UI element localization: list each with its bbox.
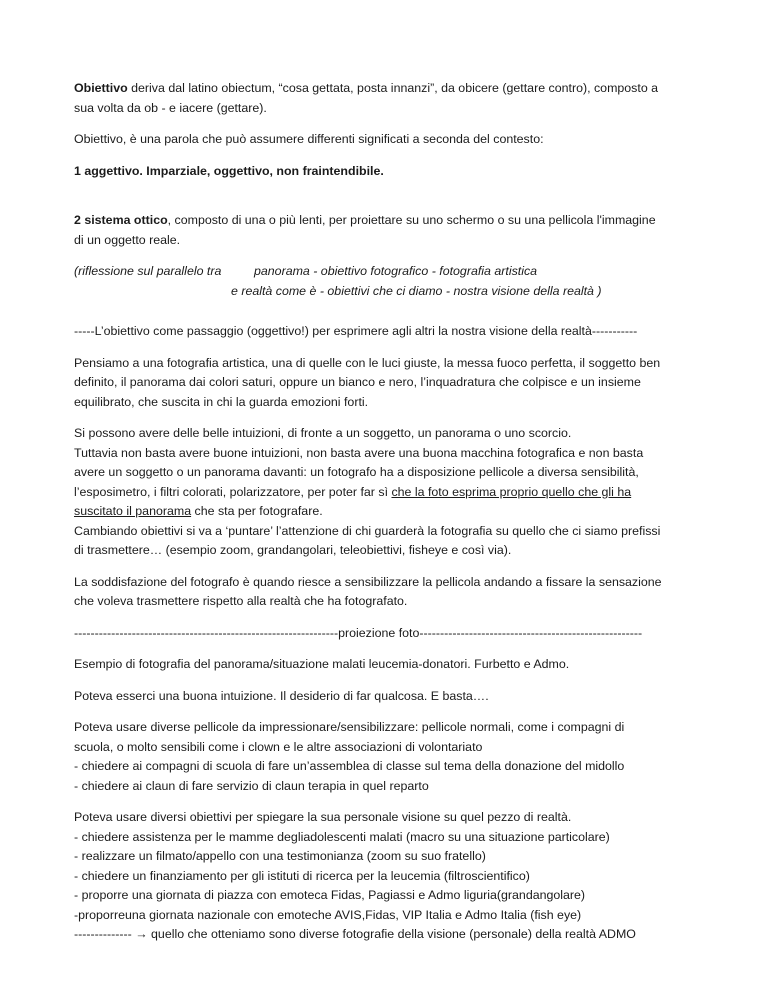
paragraph-pellicole: Poteva usare diverse pellicole da impressionare/sensibilizzare: pellicole normali, come i compagni di scuola, o molto sensibili come i clown e le altre associazioni di volontariato - chiedere ai compagni di scuola di fare un’assemblea di classe sul tema della donazione del midollo - chiedere ai claun di fare servizio di claun terapia in quel reparto [74, 720, 625, 793]
paragraph-intuizioni: Si possono avere delle belle intuizioni, di fronte a un soggetto, un panorama o uno scorcio. Tuttavia non basta avere buone intuizioni, non basta avere una buona macchina fotografica e non basta avere un soggetto o un panorama davanti: un fotografo ha a disposizione pellicole a diversa sensibilità, l’esposimetro, i filtri colorati, polarizzatore, per poter far sì che la foto esprima proprio quello che gli ha suscitato il panorama che sta per fotografare. Cambiando obiettivi si va a ‘puntare’ l’attenzione di chi guarderà la fotografia su quello che ci siamo prefissi di trasmettere… (esempio zoom, grandangolari, teleobiettivi, fisheye e così via). [74, 426, 661, 557]
document-page [74, 79, 714, 957]
separator-proiezione-foto: ----------------------------------------------------------------proiezione foto------------------------------------------------------ [74, 625, 643, 640]
paragraph-soddisfazione: La soddisfazione del fotografo è quando riesce a sensibilizzare la pellicola andando a fissare la sensazione che voleva trasmettere rispetto alla realtà che ha fotografato. [74, 574, 662, 608]
paragraph-riflessione: (riflessione sul parallelo tra panorama - obiettivo fotografico - fotografia artistica e realtà come è - obiettivi che ci diamo - nostra visione della realtà ) [74, 264, 602, 298]
paragraph-intuizione: Poteva esserci una buona intuizione. Il desiderio di far qualcosa. E basta…. [74, 688, 489, 703]
paragraph-meaning-2: 2 sistema ottico, composto di una o più lenti, per proiettare su uno schermo o su una pellicola l'immagine di un oggetto reale. [74, 213, 656, 247]
term-obiettivo: Obiettivo [74, 81, 128, 95]
paragraph-obiettivi: Poteva usare diversi obiettivi per spiegare la sua personale visione su quel pezzo di realtà. - chiedere assistenza per le mamme degliadolescenti malati (macro su una situazione particolare) - realizzare un filmato/appello con una testimonianza (zoom su suo fratello) - chiedere un finanziamento per gli istituti di ricerca per la leucemia (filtroscientifico) - proporre una giornata di piazza con emoteca Fidas, Pagiassi e Admo liguria(grandangolare) -proporreuna giornata nazionale con emoteche AVIS,Fidas, VIP Italia e Admo Italia (fish eye) -------------- → quello che otteniamo sono diverse fotografie della visione (personale) della realtà ADMO [74, 810, 636, 941]
paragraph-fotografia-artistica: Pensiamo a una fotografia artistica, una di quelle con le luci giuste, la messa fuoco perfetta, il soggetto ben definito, il panorama dai colori saturi, oppure un bianco e nero, l’inquadratura che colpisce e un insieme equilibrato, che suscita in chi la guarda emozioni forti. [74, 355, 661, 409]
meaning-1-heading: 1 aggettivo. Imparziale, oggettivo, non fraintendibile. [74, 163, 384, 178]
paragraph-meanings-intro: Obiettivo, è una parola che può assumere differenti significati a seconda del contesto: [74, 132, 544, 146]
paragraph-etymology: Obiettivo deriva dal latino obiectum, “cosa gettata, posta innanzi”, da obicere (gettare contro), composto a sua volta da ob - e iacere (gettare). [74, 81, 659, 115]
paragraph-esempio: Esempio di fotografia del panorama/situazione malati leucemia-donatori. Furbetto e Admo. [74, 657, 570, 671]
separator-obiettivo-passaggio: -----L’obiettivo come passaggio (oggettivo!) per esprimere agli altri la nostra visione della realtà----------- [74, 324, 638, 338]
meaning-2-heading: 2 sistema ottico [74, 213, 168, 227]
